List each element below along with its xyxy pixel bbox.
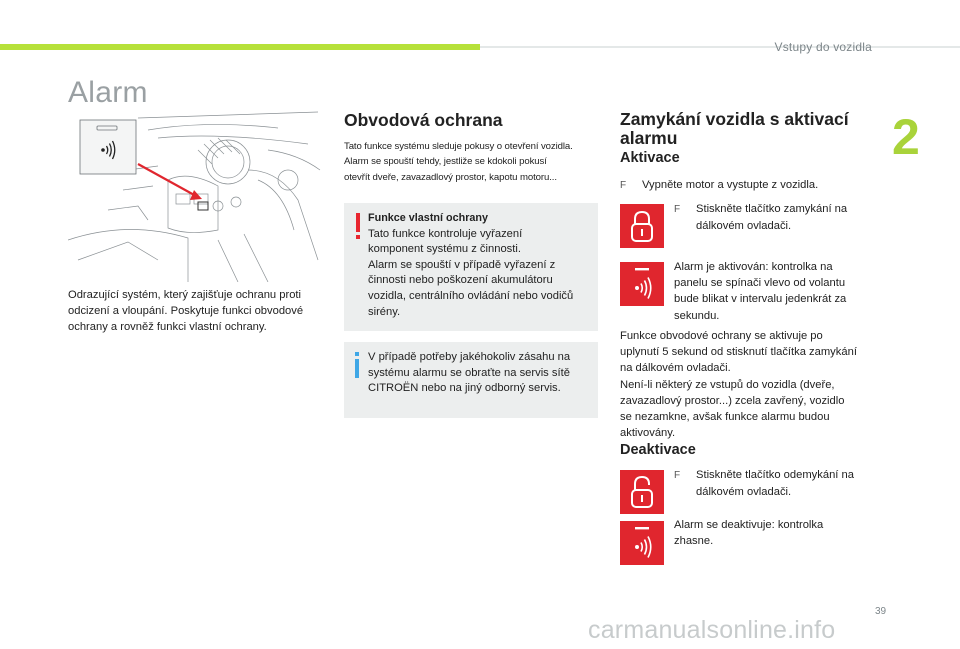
locking-heading (620, 110, 878, 148)
alarm-active-text (674, 259, 884, 324)
warning-exclamation-icon (353, 211, 363, 241)
perimeter-section (344, 110, 598, 185)
activation-step-1 (620, 177, 880, 194)
perimeter-line: otevřít dveře, zavazadlový prostor, kapotu motoru... (344, 171, 557, 183)
warning-line: komponent systému z činnosti. (368, 243, 521, 256)
header-rule (480, 46, 960, 48)
alarm-active-line: sekundu. (674, 309, 720, 322)
unlock-button-icon (620, 470, 664, 514)
warning-line: Tato funkce kontroluje vyřazení (368, 227, 523, 240)
locking-heading-line: Zamykání vozidla s aktivací (620, 109, 849, 129)
alarm-off-line: zhasne. (674, 535, 714, 548)
info-text (368, 350, 590, 397)
dashboard-illustration (68, 110, 324, 282)
activation-step-2 (674, 201, 884, 234)
activation-body-line: Funkce obvodové ochrany se aktivuje po (620, 330, 823, 342)
warning-line: Alarm se spouští v případě vyřazení z (368, 258, 556, 271)
info-icon (353, 352, 361, 378)
activation-body-line: na dálkovém ovladači. (620, 362, 731, 375)
locking-section (620, 110, 878, 148)
info-line: CITROËN nebo na jiný odborný servis. (368, 382, 561, 395)
chapter-number: 2 (892, 109, 920, 165)
intro-text: Odrazující systém, který zajišťuje ochranu proti odcizení a vloupání. Poskytuje funkci obvodové ochrany a rovněž funkci vlastní ochrany. (68, 289, 304, 334)
deactivation-step-1 (674, 467, 884, 500)
warning-text (368, 211, 592, 320)
bullet-glyph: F (674, 470, 681, 481)
alarm-indicator-off-icon (620, 521, 664, 565)
locking-heading-line: alarmu (620, 128, 678, 148)
warning-line: činnosti nebo poškození akumulátoru (368, 274, 553, 287)
perimeter-line: Alarm se spouští tehdy, jestliže se kdokoli pokusí (344, 156, 547, 168)
activation-step-2-line: Stiskněte tlačítko zamykání na (696, 203, 848, 215)
info-line: V případě potřeby jakéhokoliv zásahu na (368, 351, 571, 363)
activation-heading: Aktivace (620, 150, 680, 166)
warning-title: Funkce vlastní ochrany (368, 212, 489, 224)
service-note (344, 342, 598, 418)
deactivation-step-1-line: dálkovém ovladači. (696, 486, 792, 499)
warning-line: vozidla, centrálního ovládání nebo vodičů (368, 289, 574, 302)
activation-body-line: Není-li některý ze vstupů do vozidla (dveře, (620, 378, 835, 391)
activation-body-line: zavazadlový prostor...) zcela zavřený, vozidlo (620, 394, 845, 407)
alarm-active-line: bude blikat v intervalu jedenkrát za (674, 293, 847, 306)
activation-body-line: uplynutí 5 sekund od stisknutí tlačítka zamykání (620, 346, 857, 359)
activation-step-1-text: Vypněte motor a vystupte z vozidla. (642, 179, 819, 191)
alarm-indicator-icon (620, 262, 664, 306)
page-number: 39 (875, 606, 887, 617)
header-accent-bar (0, 44, 480, 50)
alarm-active-line: Alarm je aktivován: kontrolka na (674, 261, 833, 273)
alarm-off-text (674, 517, 884, 549)
self-protection-note (344, 203, 598, 331)
alarm-active-line: panelu se spínači vlevo od volantu (674, 277, 846, 290)
warning-line: sirény. (368, 305, 401, 318)
watermark: carmanualsonline.info (588, 616, 836, 644)
activation-step-2-line: dálkovém ovladači. (696, 220, 792, 233)
bullet-glyph: F (674, 204, 681, 215)
info-line: systému alarmu se obraťte na servis sítě (368, 366, 570, 379)
perimeter-line: Tato funkce systému sleduje pokusy o otevření vozidla. (344, 141, 573, 152)
lock-button-icon (620, 204, 664, 248)
activation-body-line: se nezamkne, avšak funkce alarmu budou (620, 411, 830, 424)
perimeter-heading: Obvodová ochrana (344, 110, 503, 130)
deactivation-heading: Deaktivace (620, 442, 696, 458)
deactivation-step-1-line: Stiskněte tlačítko odemykání na (696, 469, 854, 481)
page-title: Alarm (68, 76, 148, 109)
activation-body (620, 328, 882, 441)
section-label: Vstupy do vozidla (774, 40, 872, 54)
activation-body-line: aktivovány. (620, 427, 676, 440)
bullet-glyph: F (620, 180, 627, 191)
alarm-off-line: Alarm se deaktivuje: kontrolka (674, 519, 824, 531)
